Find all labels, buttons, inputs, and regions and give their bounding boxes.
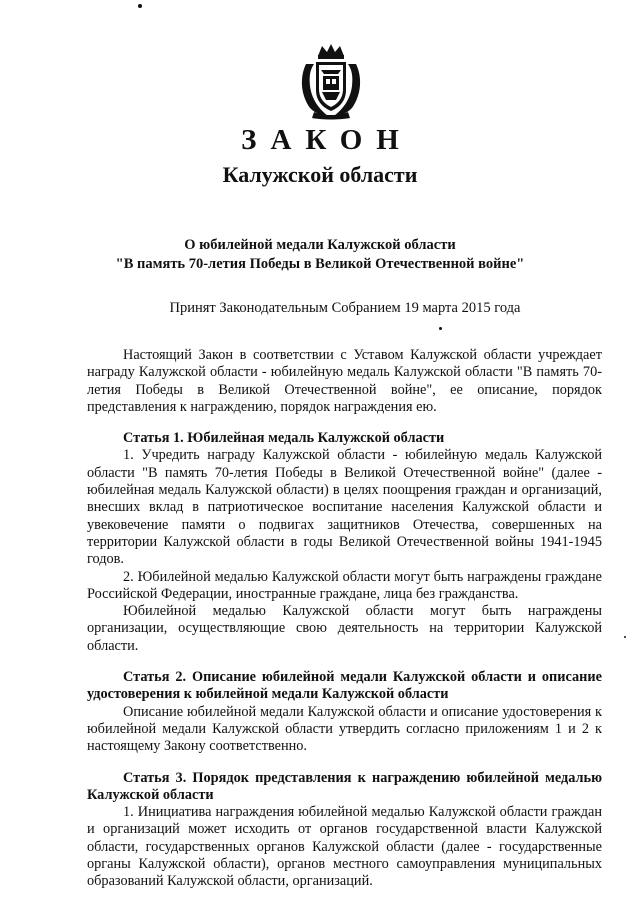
article-1-heading: Статья 1. Юбилейная медаль Калужской области	[123, 430, 445, 447]
document-title: ЗАКОН	[241, 124, 413, 156]
scan-speck	[624, 636, 626, 638]
adoption-date-line: Принят Законодательным Собранием 19 марта 2015 года	[169, 300, 521, 316]
article-2-heading: Статья 2. Описание юбилейной медали Калужской области и описание удостоверения к юбилейной медали Калужской области	[87, 669, 602, 703]
article-2-paragraph-1: Описание юбилейной медали Калужской области и описание удостоверения к юбилейной медали Калужской области утвердить согласно приложениям 1 и 2 к настоящему Закону соответственно.	[87, 703, 602, 755]
law-title	[60, 236, 580, 274]
law-title-line-2: "В память 70-летия Победы в Великой Отечественной войне"	[115, 256, 525, 272]
kaluga-coat-of-arms-icon	[296, 42, 366, 120]
article-1-paragraph-3: Юбилейной медалью Калужской области могут быть награждены организации, осуществляющие свою деятельность на территории Калужской области.	[87, 603, 602, 654]
article-1-paragraph-1: 1. Учредить награду Калужской области - юбилейную медаль Калужской области "В память 70-летия Победы в Великой Отечественной войне" (далее - юбилейная медаль Калужской области) в целях поощрения граждан и организаций, внесших вклад в патриотическое воспитание населения Калужской области и увековечение памяти о подвигах защитников Отечества, совершенных на территории Калужской области в годы Великой Отечественной войны 1941-1945 годов.	[87, 447, 602, 568]
scan-speck	[138, 4, 142, 8]
law-title-line-1: О юбилейной медали Калужской области	[184, 237, 456, 253]
preamble-paragraph: Настоящий Закон в соответствии с Уставом Калужской области учреждает награду Калужской области - юбилейную медаль Калужской области "В память 70-летия Победы в Великой Отечественной войне", ее описание, порядок представления к награждению, порядок награждения ею.	[87, 347, 602, 415]
document-subtitle: Калужской области	[222, 162, 418, 187]
scan-speck	[439, 327, 442, 330]
article-3-paragraph-1: 1. Инициатива награждения юбилейной медалью Калужской области граждан и организаций может исходить от органов государственной власти Калужской области, государственных органов Калужской области (далее - государственные органы Калужской области), органов местного самоуправления муниципальных образований Калужской области, организаций.	[87, 804, 602, 890]
article-3-heading: Статья 3. Порядок представления к награждению юбилейной медалью Калужской области	[87, 769, 602, 803]
article-1-paragraph-2: 2. Юбилейной медалью Калужской области могут быть награждены граждане Российской Федерации, иностранные граждане, лица без гражданства.	[87, 568, 602, 602]
law-body	[87, 347, 602, 891]
